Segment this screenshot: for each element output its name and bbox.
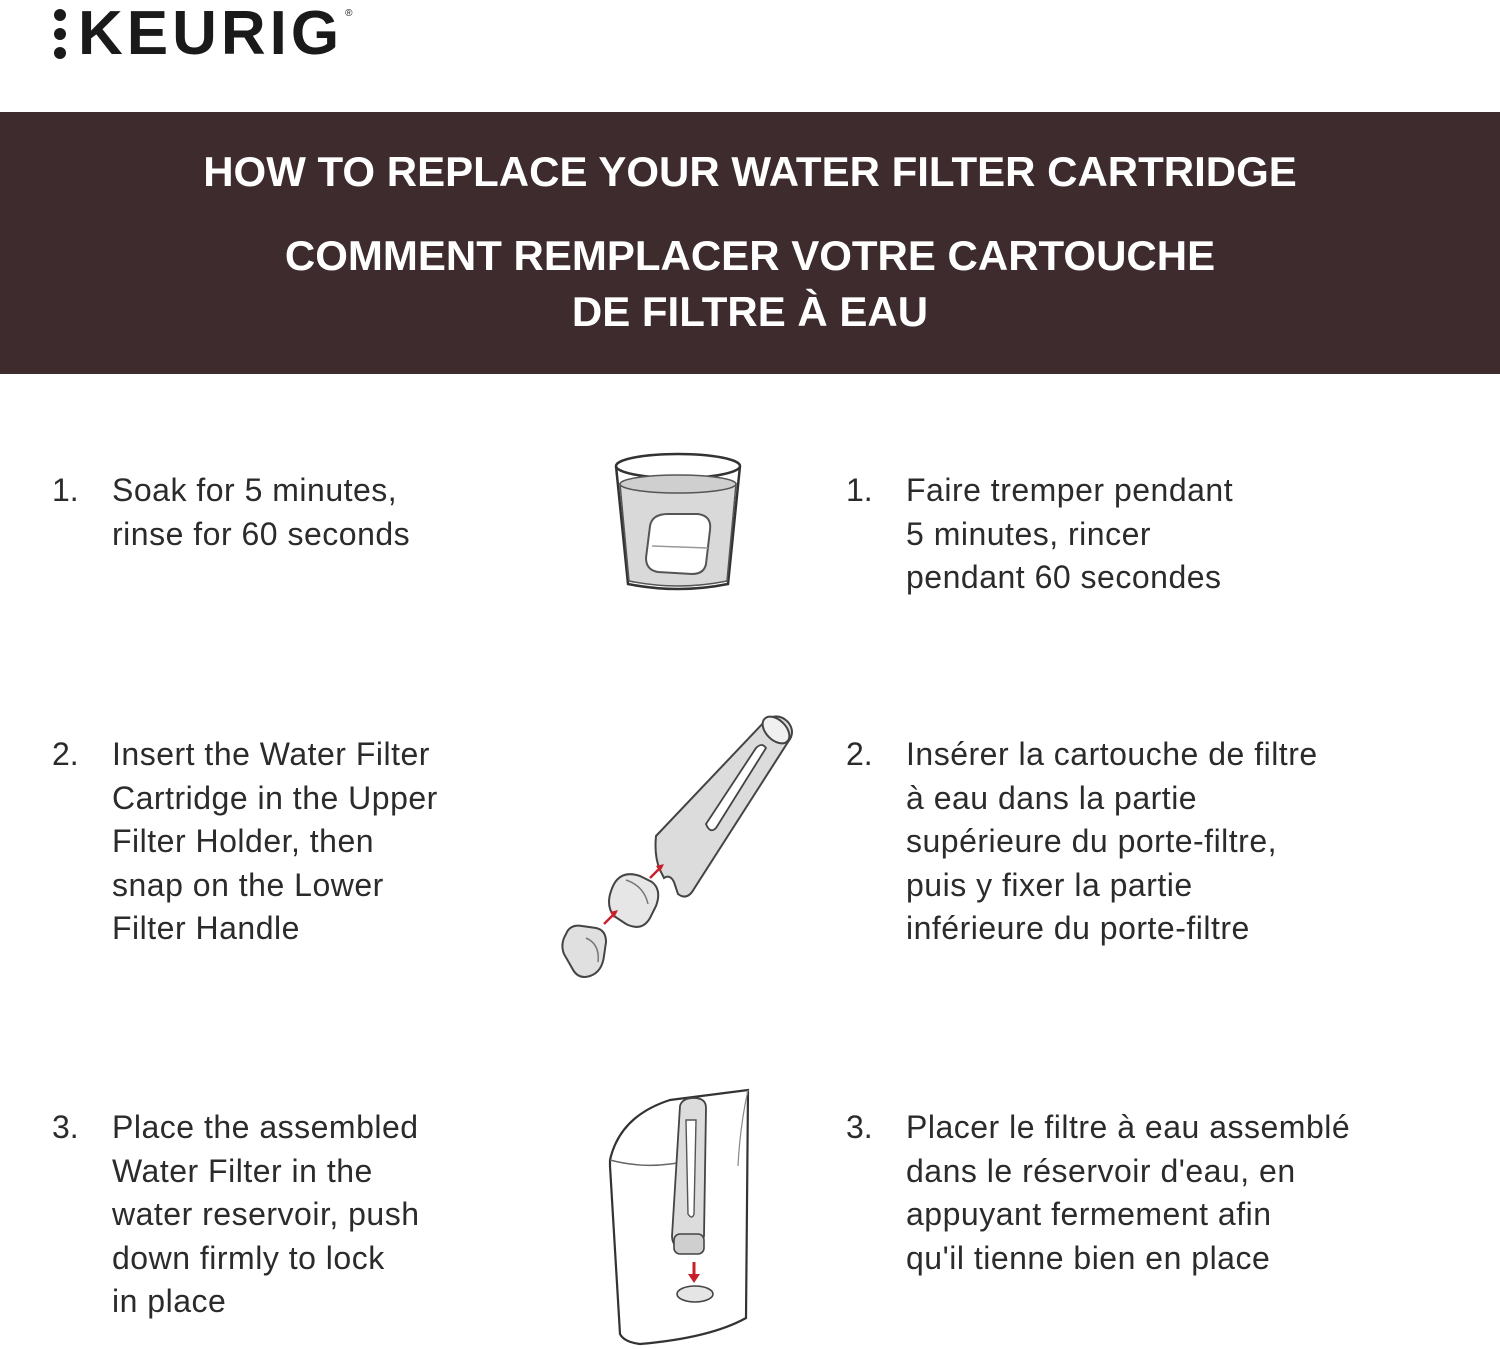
filter-assembly-icon: [556, 706, 806, 986]
step-3-number-fr: 3.: [846, 1109, 873, 1145]
step-2-en-line: Filter Holder, then: [112, 823, 375, 859]
page-title-en: HOW TO REPLACE YOUR WATER FILTER CARTRIDGE: [203, 148, 1297, 195]
logo-wordmark: KEURIG: [78, 0, 344, 68]
step-1-number-en: 1.: [52, 472, 79, 508]
step-3-en-line: Water Filter in the: [112, 1152, 373, 1189]
page-title-fr: [0, 228, 1500, 340]
step-3-text-en: [112, 1106, 420, 1324]
step-2-number-en: 2.: [52, 736, 79, 772]
reservoir-icon: [600, 1086, 756, 1348]
step-1-en-line: Soak for 5 minutes,: [112, 472, 398, 508]
step-3-fr-line: Placer le filtre à eau assemblé: [906, 1109, 1351, 1145]
step-3-en-line: Place the assembled: [112, 1109, 419, 1145]
step-1-fr-line: pendant 60 secondes: [906, 559, 1222, 595]
step-3-en-line: in place: [112, 1283, 227, 1319]
step-2-fr-line: supérieure du porte-filtre,: [906, 823, 1278, 859]
step-2-en-line: Cartridge in the Upper: [112, 779, 438, 816]
keurig-logo: [52, 0, 353, 68]
step-1-fr-line: 5 minutes, rincer: [906, 515, 1152, 552]
step-3-fr-line: dans le réservoir d'eau, en: [906, 1152, 1296, 1189]
step-3-fr-line: qu'il tienne bien en place: [906, 1239, 1271, 1276]
page-title-fr-line2: DE FILTRE À EAU: [571, 288, 929, 335]
glass-with-filter-icon: [608, 446, 748, 596]
step-3-number-en: 3.: [52, 1109, 79, 1145]
step-3-text-fr: [906, 1106, 1350, 1280]
step-1-number-fr: 1.: [846, 472, 873, 508]
step-2-fr-line: à eau dans la partie: [906, 779, 1198, 816]
logo-dots-icon: [52, 6, 74, 62]
step-2-fr-line: Insérer la cartouche de filtre: [906, 736, 1318, 772]
step-2-en-line: snap on the Lower: [112, 866, 384, 903]
step-2-en-line: Filter Handle: [112, 910, 300, 946]
step-1-text-fr: [906, 469, 1233, 600]
step-2-text-en: [112, 733, 438, 951]
step-3-en-line: down firmly to lock: [112, 1239, 385, 1276]
registered-mark: ®: [345, 8, 353, 19]
step-2-number-fr: 2.: [846, 736, 873, 772]
step-2-fr-line: puis y fixer la partie: [906, 866, 1193, 903]
step-2-en-line: Insert the Water Filter: [112, 736, 430, 772]
page-title-fr-line1: COMMENT REMPLACER VOTRE CARTOUCHE: [284, 232, 1216, 279]
step-1-fr-line: Faire tremper pendant: [906, 472, 1234, 508]
step-2-fr-line: inférieure du porte-filtre: [906, 910, 1250, 946]
step-2-text-fr: [906, 733, 1318, 951]
step-1-text-en: [112, 469, 410, 556]
step-3-fr-line: appuyant fermement afin: [906, 1196, 1272, 1232]
step-3-en-line: water reservoir, push: [112, 1196, 420, 1232]
step-1-en-line: rinse for 60 seconds: [112, 515, 411, 552]
